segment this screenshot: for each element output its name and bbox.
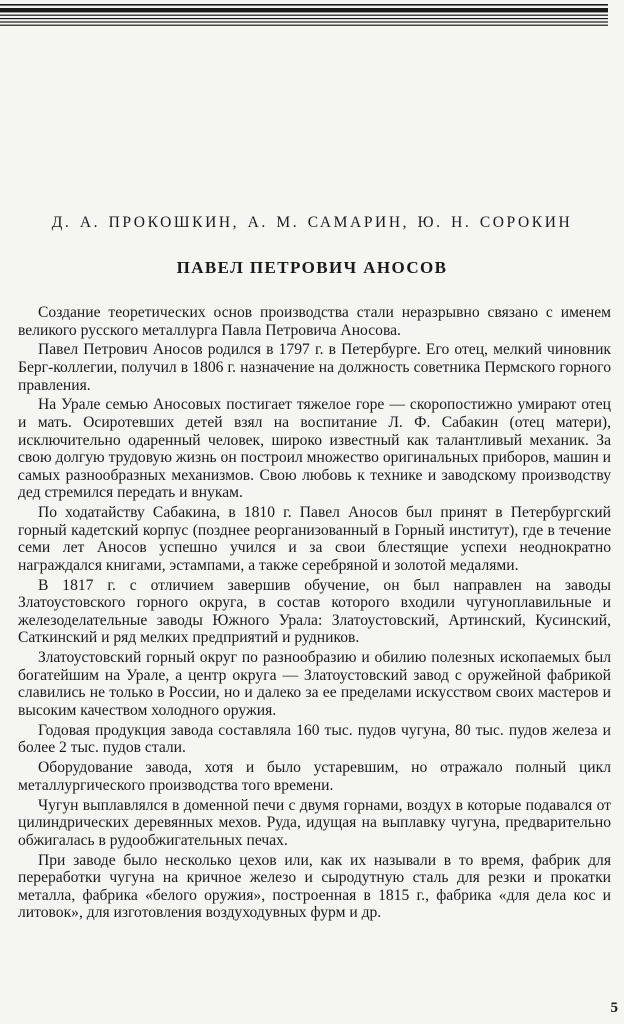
article-body [18,304,611,924]
paragraph: В 1817 г. с отличием завершив обучение, он был направлен на заводы Златоустовского горного округа, в состав которого входили чугуноплавильные и железоделательные заводы Южного Урала: Златоустовский, Артинский, Кусинский, Саткинский и ряд мелких предприятий и рудников. [18,576,611,647]
paragraph: При заводе было несколько цехов или, как их называли в то время, фабрик для переработки чугуна на кричное железо и сыродутную сталь для резки и прокатки металла, фабрика «белого оружия», построенная в 1815 г., фабрика «для дела кос и литовок», для изготовления воздуходувных фурм и др. [18,851,611,922]
paragraph: Годовая продукция завода составляла 160 тыс. пудов чугуна, 80 тыс. пудов железа и более 2 тыс. пудов стали. [18,721,611,757]
header-ornamental-rule [0,4,608,26]
authors-line: Д. А. ПРОКОШКИН, А. М. САМАРИН, Ю. Н. СОРОКИН [51,214,573,231]
paragraph: Создание теоретических основ производства стали неразрывно связано с именем великого русского металлурга Павла Петровича Аносова. [18,304,611,339]
article-title: ПАВЕЛ ПЕТРОВИЧ АНОСОВ [176,258,448,277]
paragraph: По ходатайству Сабакина, в 1810 г. Павел Аносов был принят в Петербургский горный кадетский корпус (позднее реорганизованный в Горный институт), где в течение семи лет Аносов успешно учился и за свои блестящие успехи неоднократно награждался книгами, эстампами, а также серебряной и золотой медалями. [18,504,611,574]
paragraph: Павел Петрович Аносов родился в 1797 г. в Петербурге. Его отец, мелкий чиновник Берг-коллегии, получил в 1806 г. назначение на должность советника Пермского горного правления. [18,341,611,394]
paragraph: Златоустовский горный округ по разнообразию и обилию полезных ископаемых был богатейшим на Урале, а центр округа — Златоустовский завод с оружейной фабрикой славились не только в России, но и далеко за ее пределами искусством своих мастеров и высоким качеством холодного оружия. [18,649,611,719]
paragraph: Чугун выплавлялся в доменной печи с двумя горнами, воздух в которые подавался от цилиндрических деревянных мехов. Руда, идущая на выплавку чугуна, предварительно обжигалась в рудообжигательных печах. [18,796,611,849]
paragraph: Оборудование завода, хотя и было устаревшим, но отражало полный цикл металлургического производства того времени. [18,759,611,794]
page-number: 5 [610,1000,618,1016]
paragraph: На Урале семью Аносовых постигает тяжелое горе — скоропостижно умирают отец и мать. Осиротевших детей взял на воспитание Л. Ф. Сабакин (отец матери), исключительно одаренный человек, широко известный как талантливый механик. За свою долгую трудовую жизнь он построил множество оригинальных приборов, машин и самых разнообразных механизмов. Свою любовь к технике и заводскому производству дед стремился передать и внукам. [18,396,611,502]
